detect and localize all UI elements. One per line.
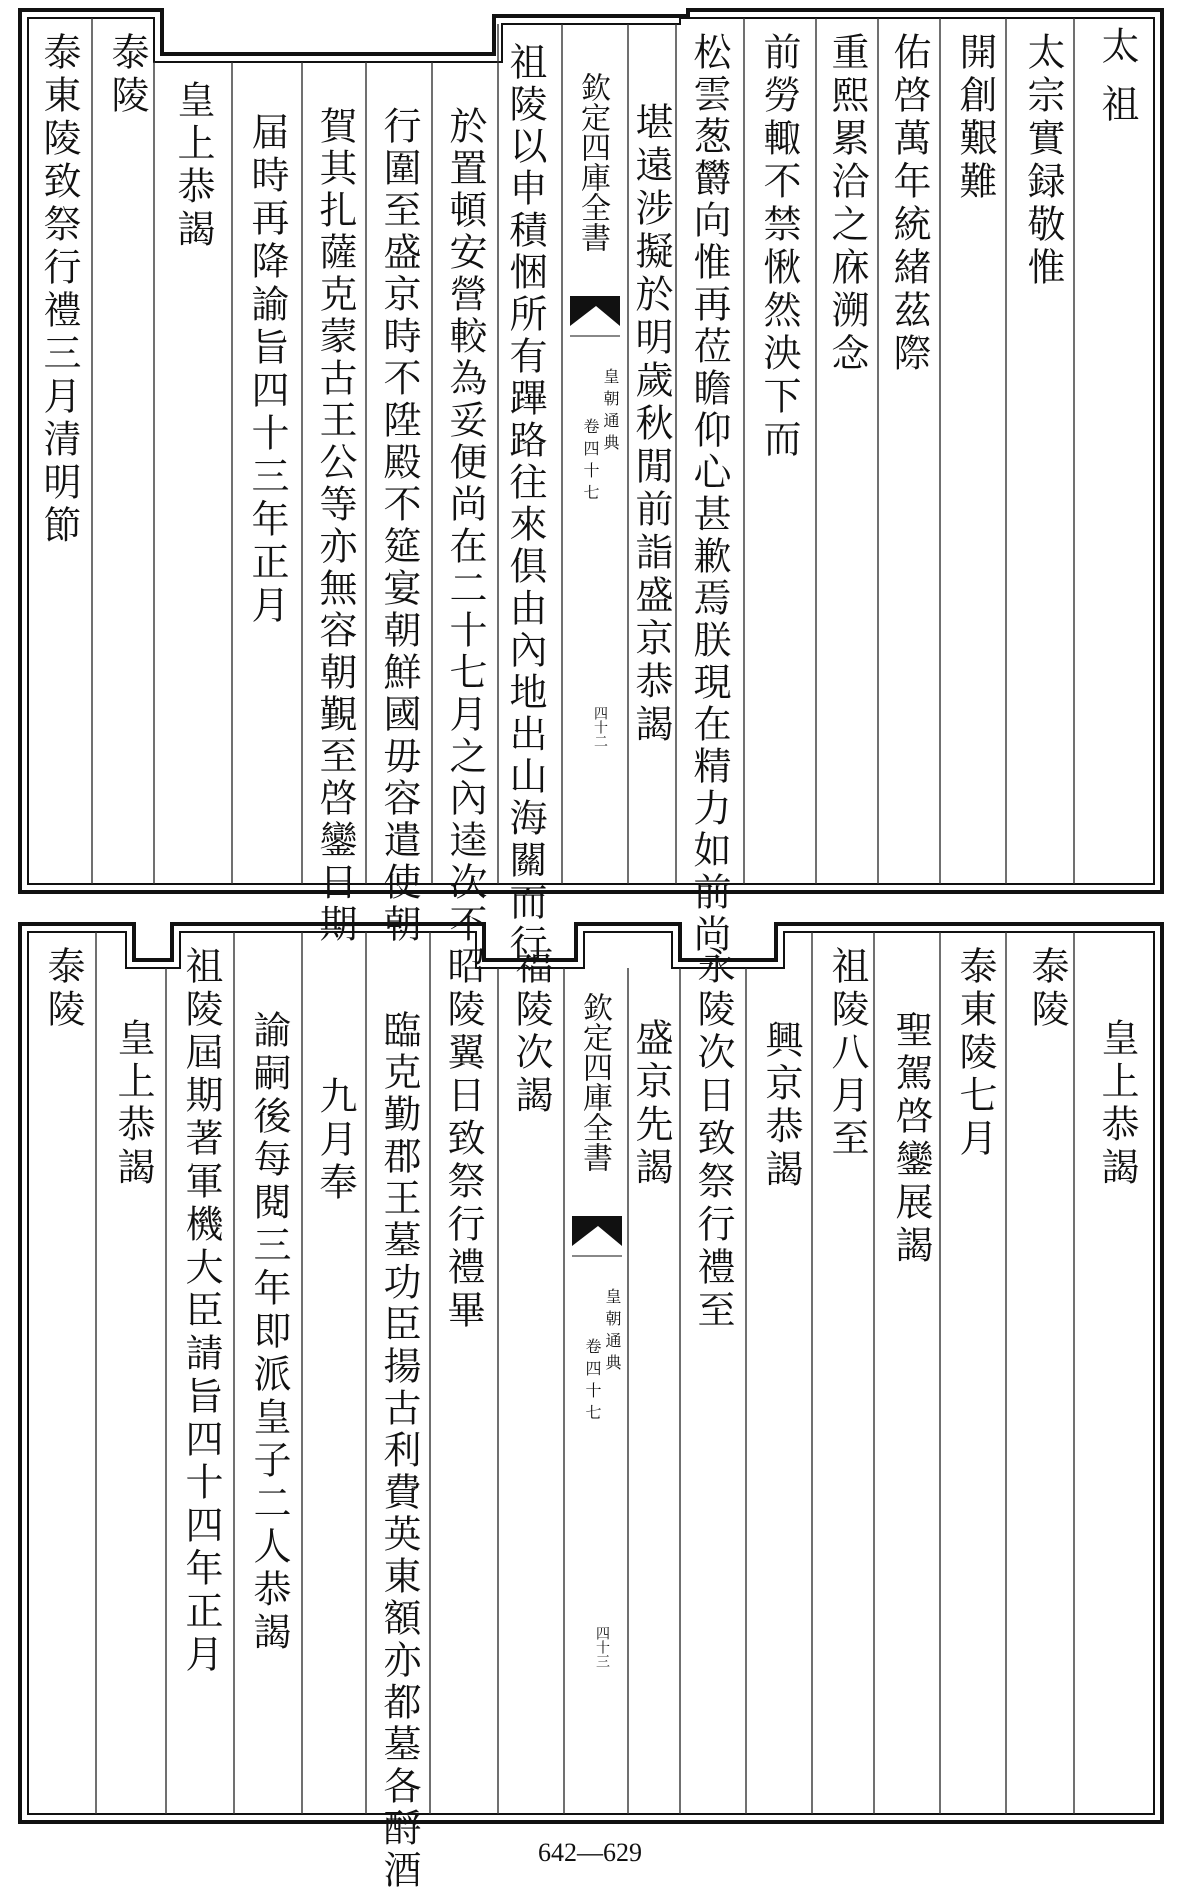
text-column: 皇上恭謁 (111, 1018, 155, 1190)
center-volume: 卷四十七 (581, 418, 600, 506)
center-title: 欽定四庫全書 (577, 992, 612, 1172)
text-column: 盛京先謁 (629, 1018, 673, 1190)
center-page-number: 四十三 (594, 1626, 610, 1668)
text-column: 泰陵 (41, 946, 85, 1032)
center-title: 欽定四庫全書 (575, 72, 610, 252)
top-page (16, 6, 1166, 966)
text-column: 皇上恭謁 (1095, 1018, 1139, 1190)
text-column: 皇上恭謁 (171, 80, 215, 252)
text-column: 泰陵 (1025, 946, 1069, 1032)
text-column: 祖陵屆期著軍機大臣請旨四十四年正月 (179, 946, 223, 1677)
text-column: 祖 (1095, 84, 1139, 127)
text-column: 届時再降諭旨四十三年正月 (245, 112, 289, 628)
text-column: 九月奉 (313, 1076, 357, 1205)
text-column: 永陵次日致祭行禮至 (691, 946, 735, 1333)
text-column: 聖駕啓鑾展謁 (889, 1010, 933, 1268)
text-column: 泰陵 (105, 32, 149, 118)
text-column: 興京恭謁 (759, 1020, 803, 1192)
text-column: 臨克勤郡王墓功臣揚古利費英東額亦都墓各酹酒 (377, 1010, 421, 1892)
text-column: 開創艱難 (953, 32, 997, 204)
text-column: 昭陵翼日致祭行禮畢 (441, 946, 485, 1333)
center-book: 皇朝通典 (603, 1288, 622, 1376)
footer-page-number: 642—629 (538, 1838, 642, 1867)
text-column: 太宗實録敬惟 (1021, 32, 1065, 290)
text-column: 前勞輙不禁愀然泱下而 (757, 32, 801, 462)
text-column: 祖陵八月至 (825, 946, 869, 1161)
text-column: 泰東陵七月 (953, 946, 997, 1161)
text-column: 泰東陵致祭行禮三月清明節 (37, 32, 81, 548)
center-volume: 卷四十七 (583, 1338, 602, 1426)
text-column: 堪遠涉擬於明歲秋閒前詣盛京恭謁 (629, 102, 673, 747)
text-column: 佑啓萬年統緒茲際 (887, 32, 931, 376)
text-column: 福陵次謁 (509, 946, 553, 1118)
text-column: 祖陵以申積悃所有蹕路往來俱由內地出山海關而行 (503, 42, 547, 966)
text-column: 於置頓安營較為妥便尚在二十七月之內逵次不 (443, 106, 487, 946)
text-column: 重熙累洽之庥溯念 (825, 32, 869, 376)
text-column: 太 (1095, 26, 1139, 69)
center-page-number: 四十二 (592, 706, 608, 748)
text-column: 松雲葱欝向惟再莅瞻仰心甚歉焉朕現在精力如前尚 (687, 32, 731, 956)
text-column: 行圍至盛京時不陞殿不筵宴朝鮮國毋容遣使朝 (377, 106, 421, 946)
text-column: 賀其扎薩克蒙古王公等亦無容朝覲至啓鑾日期 (313, 106, 357, 946)
text-column: 諭嗣後每閱三年即派皇子二人恭謁 (247, 1010, 291, 1655)
center-book: 皇朝通典 (601, 368, 620, 456)
